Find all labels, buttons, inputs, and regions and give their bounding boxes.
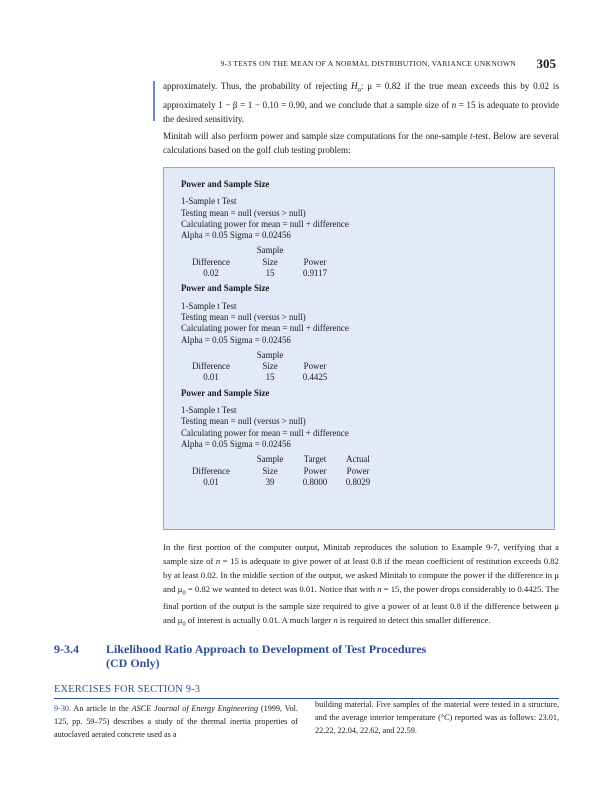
subsection-title: Likelihood Ratio Approach to Development of Test Procedures xyxy=(106,642,427,656)
section-title: Power and Sample Size xyxy=(181,283,270,294)
running-header-title: 9-3 TESTS ON THE MEAN OF A NORMAL DISTRIBUTION, VARIANCE UNKNOWN xyxy=(220,59,516,68)
minitab-output-box xyxy=(163,167,555,530)
paragraph-conclusion: approximately. Thus, the probability of rejecting $H_0$: μ = 0.82 if the true mean exceeds this by 0.02 is approximately 1 − β = 1 − 0.10 = 0.90, and we conclude that a sample size of n = 15 is adequate to provide the desired sensitivity. xyxy=(163,81,559,125)
exercise-column-left: 9-30. An article in the ASCE Journal of Energy Engineering (1999, Vol. 125, pp. 59–75) describes a study of the thermal inertia properties of autoclaved aerated concrete used as a xyxy=(54,704,298,739)
exercise-column-right: building material. Five samples of the material were tested in a structure, and the average interior temperature (°C) reported was as follows: 23.01, 22.22, 22.04, 22.62, and 22.59. xyxy=(315,700,559,735)
subsection-number: 9-3.4 xyxy=(54,642,79,656)
output-line: Testing mean = null (versus > null) xyxy=(181,311,306,322)
table-row: 0.01 39 0.8000 0.8029 xyxy=(203,476,371,487)
section-title: Power and Sample Size xyxy=(181,179,270,189)
paragraph-minitab-intro: Minitab will also perform power and sample size computations for the one-sample t-test. Below are several calculations based on the golf club testing problem: xyxy=(163,131,560,156)
table-header-row: Difference Size Power xyxy=(192,256,327,267)
page-number: 305 xyxy=(536,56,556,71)
subsection-title-cont: (CD Only) xyxy=(106,656,160,670)
table-header-row: Sample xyxy=(256,245,284,256)
minitab-section xyxy=(181,179,541,279)
output-line: Alpha = 0.05 Sigma = 0.02456 xyxy=(181,438,291,449)
output-line: Calculating power for mean = null + difference xyxy=(181,427,349,438)
running-header xyxy=(0,57,609,75)
subsection-heading xyxy=(54,642,426,670)
table-row: 0.01 15 0.4425 xyxy=(203,372,328,383)
table-header-row: Difference Size Power xyxy=(192,361,327,372)
output-table xyxy=(181,350,541,384)
output-table xyxy=(181,454,541,488)
table-header-row: Difference Size Power Power xyxy=(192,465,370,476)
exercises-heading: EXERCISES FOR SECTION 9-3 xyxy=(54,684,201,695)
change-bar xyxy=(153,81,155,121)
output-line: Testing mean = null (versus > null) xyxy=(181,207,306,218)
output-line: 1-Sample t Test xyxy=(181,405,237,416)
output-line: Calculating power for mean = null + difference xyxy=(181,218,349,229)
table-header-row: Sample xyxy=(256,349,284,360)
output-table xyxy=(181,245,541,279)
output-line: Alpha = 0.05 Sigma = 0.02456 xyxy=(181,230,291,241)
output-line: Alpha = 0.05 Sigma = 0.02456 xyxy=(181,334,291,345)
paragraph-output-discussion: In the first portion of the computer output, Minitab reproduces the solution to Example 9-7, verifying that a sample size of n = 15 is adequate to give power of at least 0.8 if the mean coefficient of restitution exceeds 0.82 by at least 0.02. In the middle section of the output, we asked Minitab to compute the power if the difference in μ and $\mu_0 = 0.82$ we wanted to detect was 0.01. Notice that with n = 15, the power drops considerably to 0.4425. The final portion of the output is the sample size required to give a power of at least 0.8 if the difference between μ and $\mu_0$ of interest is actually 0.01. A much larger n is required to detect this smaller difference. xyxy=(163,542,559,628)
table-header-row: Sample Target Actual xyxy=(256,454,370,465)
minitab-section xyxy=(181,388,541,488)
output-line: Testing mean = null (versus > null) xyxy=(181,416,306,427)
minitab-section xyxy=(181,283,541,383)
output-line: Calculating power for mean = null + difference xyxy=(181,323,349,334)
output-line: 1-Sample t Test xyxy=(181,300,237,311)
exercise-number: 9-30. xyxy=(54,704,72,713)
output-line: 1-Sample t Test xyxy=(181,196,237,207)
section-title: Power and Sample Size xyxy=(181,387,270,398)
table-row: 0.02 15 0.9117 xyxy=(203,268,328,279)
